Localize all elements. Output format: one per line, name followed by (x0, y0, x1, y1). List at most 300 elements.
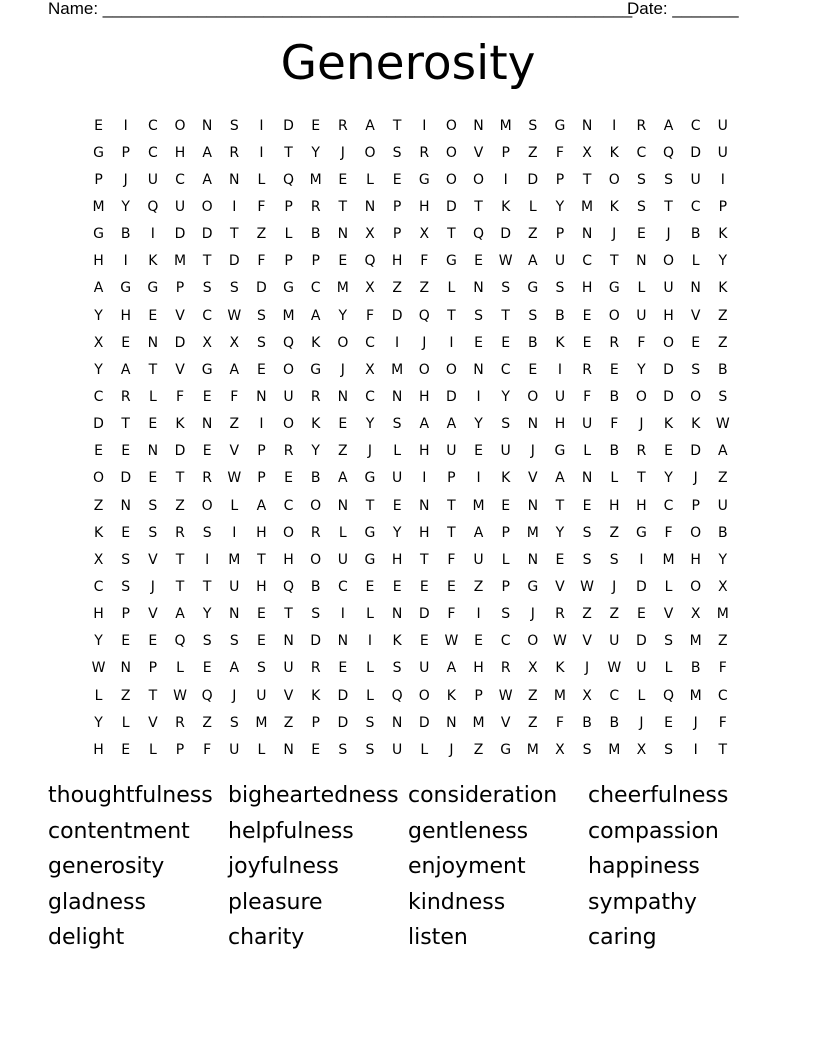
grid-letter: N (527, 497, 539, 514)
grid-letter: H (174, 144, 186, 161)
grid-letter: S (609, 551, 619, 568)
grid-letter: R (310, 198, 321, 215)
word-list-item: gentleness (408, 818, 529, 844)
grid-letter: I (232, 198, 237, 215)
grid-letter: B (310, 578, 321, 595)
grid-letter: I (476, 606, 481, 623)
grid-letter: E (121, 443, 131, 460)
grid-letter: Z (528, 144, 538, 161)
grid-letter: K (663, 416, 674, 433)
grid-letter: E (338, 660, 348, 677)
grid-letter: M (553, 687, 566, 704)
grid-letter: O (445, 144, 457, 161)
grid-row (85, 193, 737, 220)
grid-letter: Z (609, 524, 620, 541)
grid-letter: T (202, 578, 212, 595)
grid-letter: J (367, 443, 373, 460)
word-list-item: kindness (408, 889, 506, 915)
grid-letter: D (93, 416, 104, 433)
grid-letter: S (338, 741, 348, 758)
grid-letter: A (93, 280, 104, 297)
grid-letter: S (148, 497, 158, 514)
grid-letter: B (609, 388, 620, 405)
grid-letter: C (636, 144, 647, 161)
grid-letter: K (501, 470, 511, 487)
grid-letter: M (173, 253, 187, 270)
grid-letter: H (418, 388, 430, 405)
grid-letter: L (393, 443, 402, 460)
grid-letter: U (419, 660, 430, 677)
grid-letter: T (664, 198, 673, 215)
grid-letter: C (93, 578, 104, 595)
grid-letter: E (256, 633, 266, 650)
word-list (48, 779, 768, 957)
grid-letter: U (283, 388, 294, 405)
grid-letter: P (392, 226, 402, 243)
grid-letter: H (283, 551, 294, 568)
grid-letter: U (391, 741, 403, 758)
grid-letter: Z (473, 741, 484, 758)
grid-letter: S (121, 578, 131, 595)
grid-letter: L (664, 660, 673, 677)
grid-letter: O (201, 198, 213, 215)
word-list-item: bigheartedness (228, 783, 399, 808)
grid-letter: U (256, 687, 267, 704)
grid-letter: P (474, 687, 483, 704)
grid-letter: U (283, 660, 294, 677)
grid-letter: E (121, 334, 131, 351)
grid-row (85, 302, 737, 329)
grid-letter: T (582, 171, 592, 188)
grid-letter: F (447, 551, 456, 568)
grid-letter: C (690, 117, 701, 134)
grid-letter: S (202, 633, 212, 650)
grid-letter: D (174, 334, 186, 351)
grid-letter: O (174, 117, 186, 134)
grid-letter: W (444, 633, 459, 650)
grid-letter: S (501, 416, 511, 433)
grid-letter: W (607, 660, 622, 677)
grid-letter: N (527, 416, 539, 433)
grid-letter: L (257, 171, 266, 188)
grid-letter: A (310, 307, 321, 324)
grid-letter: E (94, 443, 103, 460)
grid-row (85, 546, 737, 573)
grid-letter: F (447, 606, 456, 623)
word-list-item: gladness (48, 889, 146, 915)
grid-letter: O (527, 388, 539, 405)
grid-letter: E (582, 497, 592, 514)
grid-letter: B (528, 334, 538, 351)
grid-letter: P (94, 171, 103, 188)
grid-letter: V (175, 361, 185, 378)
grid-letter: X (582, 687, 592, 704)
grid-letter: U (473, 551, 484, 568)
grid-letter: N (419, 497, 430, 514)
grid-letter: O (663, 253, 675, 270)
grid-letter: V (175, 307, 185, 324)
grid-letter: E (636, 606, 646, 623)
grid-letter: M (689, 687, 702, 704)
grid-letter: Z (175, 497, 185, 514)
grid-row (85, 139, 737, 166)
date-field-label: Date: _______ (627, 0, 739, 18)
grid-letter: W (553, 633, 567, 650)
word-list-item: delight (48, 925, 125, 951)
grid-letter: G (310, 361, 322, 378)
grid-letter: L (366, 687, 374, 704)
grid-letter: D (337, 714, 349, 731)
grid-letter: P (447, 470, 456, 487)
grid-letter: I (422, 117, 427, 134)
grid-letter: U (717, 144, 728, 161)
grid-letter: S (202, 524, 212, 541)
grid-letter: Y (94, 307, 103, 324)
grid-letter: O (608, 307, 620, 324)
grid-letter: X (93, 551, 104, 568)
grid-letter: R (310, 388, 321, 405)
grid-letter: M (309, 171, 322, 188)
grid-letter: N (581, 226, 593, 243)
grid-letter: F (583, 388, 592, 405)
grid-letter: C (717, 687, 728, 704)
grid-letter: E (202, 443, 212, 460)
grid-letter: I (259, 416, 264, 433)
grid-letter: M (689, 633, 702, 650)
grid-letter: V (148, 606, 158, 623)
grid-letter: D (337, 687, 349, 704)
grid-letter: E (148, 416, 158, 433)
grid-letter: R (555, 606, 565, 623)
grid-letter: O (283, 524, 295, 541)
grid-letter: U (717, 117, 728, 134)
grid-letter: N (201, 416, 213, 433)
grid-letter: O (473, 171, 485, 188)
grid-letter: W (91, 660, 106, 677)
grid-letter: Z (120, 687, 131, 704)
grid-letter: N (527, 551, 539, 568)
grid-letter: N (446, 714, 457, 731)
page-title: Generosity (280, 36, 536, 91)
grid-letter: U (554, 253, 566, 270)
grid-letter: A (718, 443, 728, 460)
grid-letter: I (232, 524, 237, 541)
grid-letter: X (365, 280, 375, 297)
grid-letter: H (554, 416, 566, 433)
grid-letter: E (148, 633, 158, 650)
grid-letter: Y (392, 524, 402, 541)
grid-letter: K (609, 198, 619, 215)
grid-letter: A (446, 416, 457, 433)
grid-letter: D (228, 253, 240, 270)
grid-letter: C (202, 307, 213, 324)
grid-letter: Y (474, 416, 483, 433)
grid-letter: Z (528, 687, 538, 704)
grid-letter: X (582, 144, 592, 161)
grid-letter: U (609, 633, 620, 650)
grid-letter: Q (201, 687, 213, 704)
grid-letter: Z (718, 470, 728, 487)
grid-letter: I (693, 741, 698, 758)
grid-letter: Z (528, 714, 538, 731)
grid-letter: L (583, 443, 591, 460)
grid-letter: J (666, 226, 671, 243)
grid-letter: Y (718, 253, 728, 270)
grid-letter: T (202, 253, 212, 270)
grid-letter: N (581, 117, 593, 134)
grid-row (85, 112, 737, 139)
word-list-item: enjoyment (408, 854, 526, 880)
grid-letter: E (582, 334, 592, 351)
grid-letter: M (92, 198, 105, 215)
grid-letter: A (256, 497, 267, 514)
grid-letter: O (283, 361, 295, 378)
grid-letter: C (283, 497, 294, 514)
grid-letter: S (365, 741, 375, 758)
grid-letter: A (229, 660, 240, 677)
grid-letter: N (147, 334, 159, 351)
grid-letter: H (581, 280, 593, 297)
grid-letter: O (445, 171, 457, 188)
grid-letter: M (472, 714, 485, 731)
grid-letter: I (720, 171, 725, 188)
grid-letter: F (203, 741, 212, 758)
grid-letter: M (581, 198, 594, 215)
grid-letter: Z (473, 578, 484, 595)
grid-letter: X (555, 741, 565, 758)
grid-letter: E (311, 117, 321, 134)
grid-letter: T (555, 497, 565, 514)
grid-letter: Z (338, 443, 348, 460)
grid-letter: N (147, 443, 159, 460)
grid-letter: B (310, 226, 321, 243)
grid-letter: J (232, 687, 237, 704)
word-list-item: joyfulness (228, 854, 339, 880)
grid-letter: J (639, 714, 644, 731)
grid-letter: S (555, 280, 565, 297)
grid-letter: L (637, 280, 646, 297)
grid-letter: L (447, 280, 456, 297)
grid-letter: H (473, 660, 484, 677)
grid-letter: V (555, 578, 565, 595)
grid-letter: E (284, 470, 293, 487)
grid-row (85, 166, 737, 193)
grid-letter: W (227, 307, 242, 324)
grid-letter: S (528, 117, 538, 134)
grid-letter: S (474, 307, 483, 324)
grid-letter: T (419, 551, 429, 568)
grid-letter: N (283, 741, 294, 758)
grid-letter: P (501, 524, 510, 541)
grid-letter: C (365, 388, 375, 405)
grid-letter: J (422, 334, 427, 351)
grid-letter: N (337, 388, 349, 405)
grid-letter: K (148, 253, 158, 270)
grid-letter: C (365, 334, 375, 351)
grid-letter: H (663, 307, 674, 324)
grid-letter: S (256, 334, 266, 351)
grid-letter: V (229, 443, 240, 460)
grid-letter: R (636, 117, 647, 134)
grid-letter: E (202, 660, 212, 677)
grid-letter: F (365, 307, 374, 324)
grid-letter: S (392, 416, 402, 433)
grid-letter: A (473, 524, 484, 541)
grid-letter: G (120, 280, 132, 297)
grid-letter: E (501, 497, 511, 514)
grid-letter: U (174, 198, 186, 215)
grid-letter: M (526, 741, 539, 758)
grid-letter: H (636, 497, 647, 514)
grid-letter: M (716, 606, 729, 623)
grid-letter: C (582, 253, 592, 270)
grid-letter: L (121, 714, 130, 731)
grid-letter: R (419, 144, 430, 161)
grid-letter: T (284, 606, 293, 623)
grid-letter: T (338, 198, 348, 215)
grid-letter: L (257, 741, 266, 758)
grid-letter: J (639, 416, 644, 433)
grid-letter: Q (364, 253, 376, 270)
grid-letter: T (284, 144, 293, 161)
grid-letter: Q (174, 633, 186, 650)
grid-letter: K (93, 524, 104, 541)
grid-letter: I (422, 470, 427, 487)
grid-letter: S (664, 633, 673, 650)
grid-letter: N (690, 280, 701, 297)
grid-letter: F (718, 714, 727, 731)
grid-letter: T (257, 551, 266, 568)
grid-row (85, 275, 737, 302)
grid-letter: O (445, 117, 457, 134)
grid-letter: B (310, 470, 321, 487)
word-list-item: pleasure (228, 889, 323, 915)
grid-letter: T (365, 497, 375, 514)
grid-letter: X (636, 741, 647, 758)
grid-letter: C (609, 687, 620, 704)
grid-letter: F (257, 198, 266, 215)
grid-letter: T (392, 117, 402, 134)
grid-letter: G (445, 253, 457, 270)
grid-letter: T (447, 226, 456, 243)
grid-letter: P (691, 497, 700, 514)
grid-letter: U (636, 307, 647, 324)
grid-letter: T (121, 416, 130, 433)
grid-letter: E (474, 253, 483, 270)
grid-letter: Q (283, 578, 295, 595)
grid-letter: L (501, 551, 510, 568)
grid-letter: U (229, 741, 240, 758)
grid-letter: R (500, 660, 511, 677)
grid-row (85, 465, 737, 492)
grid-letter: J (340, 361, 345, 378)
grid-row (85, 411, 737, 438)
grid-letter: I (476, 470, 481, 487)
grid-letter: D (174, 443, 186, 460)
grid-letter: D (418, 714, 430, 731)
grid-letter: S (256, 307, 266, 324)
grid-letter: S (365, 714, 375, 731)
grid-letter: F (175, 388, 185, 405)
grid-letter: N (337, 226, 349, 243)
word-list-item: sympathy (588, 889, 697, 915)
grid-letter: Z (718, 334, 728, 351)
grid-row (85, 709, 737, 736)
word-list-item: contentment (48, 818, 190, 844)
grid-letter: V (473, 144, 484, 161)
grid-letter: F (718, 660, 727, 677)
grid-letter: N (473, 361, 484, 378)
grid-letter: O (283, 416, 295, 433)
grid-letter: A (446, 660, 457, 677)
grid-letter: Z (528, 226, 538, 243)
grid-letter: M (472, 497, 485, 514)
grid-letter: I (612, 117, 617, 134)
grid-letter: K (311, 334, 321, 351)
word-list-item: consideration (408, 783, 558, 808)
grid-letter: C (500, 361, 511, 378)
grid-letter: J (449, 741, 454, 758)
grid-letter: H (690, 551, 701, 568)
grid-letter: I (205, 551, 210, 568)
grid-letter: B (718, 361, 728, 378)
grid-letter: N (283, 633, 294, 650)
grid-letter: E (148, 470, 158, 487)
grid-letter: E (474, 443, 483, 460)
grid-letter: A (120, 361, 131, 378)
grid-letter: E (121, 741, 131, 758)
grid-letter: T (609, 253, 619, 270)
grid-letter: Q (663, 144, 675, 161)
word-list-item: caring (588, 925, 657, 951)
grid-letter: S (392, 144, 402, 161)
grid-letter: S (636, 198, 646, 215)
grid-letter: W (227, 470, 242, 487)
grid-letter: J (530, 443, 535, 460)
grid-letter: K (501, 198, 511, 215)
grid-letter: J (585, 660, 590, 677)
grid-letter: G (608, 280, 620, 297)
grid-letter: Q (473, 226, 485, 243)
grid-letter: L (94, 687, 103, 704)
grid-letter: S (311, 606, 321, 623)
grid-letter: E (419, 633, 429, 650)
grid-letter: Z (419, 280, 430, 297)
grid-letter: I (259, 144, 264, 161)
grid-letter: P (175, 741, 185, 758)
grid-letter: U (581, 416, 593, 433)
grid-letter: T (447, 307, 456, 324)
grid-letter: K (175, 416, 185, 433)
grid-letter: E (446, 578, 456, 595)
grid-letter: X (690, 606, 701, 623)
grid-letter: R (310, 524, 321, 541)
grid-letter: S (528, 307, 538, 324)
grid-letter: S (229, 714, 239, 731)
grid-letter: I (395, 334, 400, 351)
grid-letter: M (499, 117, 512, 134)
word-list-item: cheerfulness (588, 783, 729, 808)
grid-letter: W (498, 253, 513, 270)
grid-letter: X (93, 334, 104, 351)
grid-letter: H (120, 307, 131, 324)
grid-letter: O (445, 361, 457, 378)
grid-letter: R (120, 388, 131, 405)
grid-row (85, 438, 737, 465)
grid-letter: C (310, 280, 321, 297)
grid-letter: I (123, 253, 128, 270)
grid-letter: T (175, 578, 185, 595)
